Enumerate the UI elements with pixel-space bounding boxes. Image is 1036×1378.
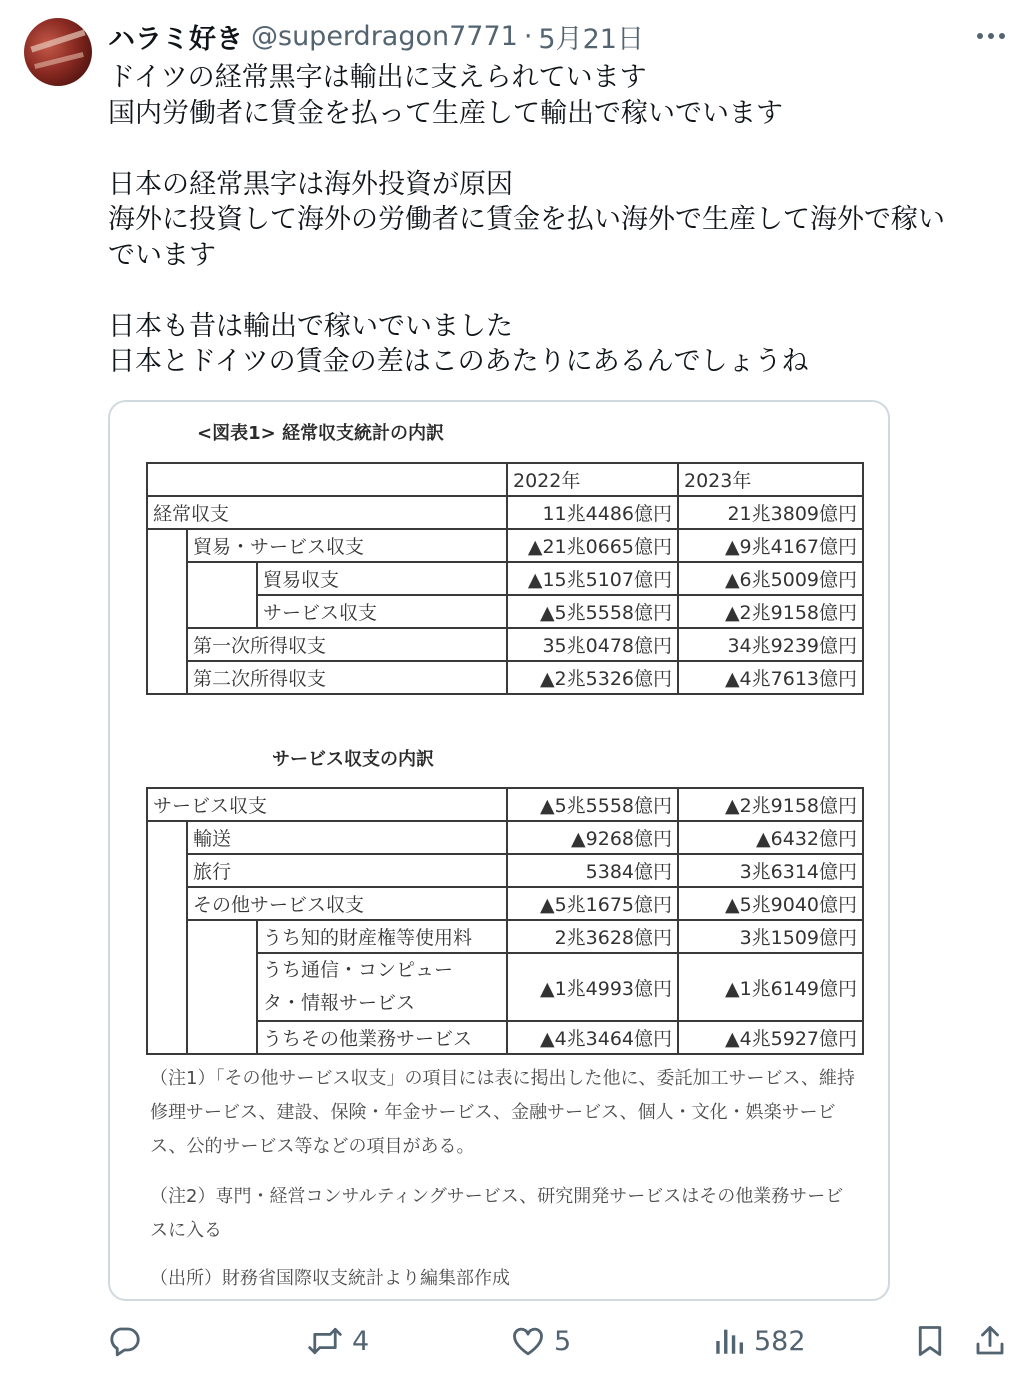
header-2022: 2022年: [507, 463, 678, 496]
value-2023: 21兆3809億円: [678, 496, 863, 529]
views-icon: [712, 1323, 746, 1359]
value-2022: ▲21兆0665億円: [507, 529, 678, 562]
row-label: その他サービス収支: [187, 887, 507, 920]
like-button[interactable]: [510, 1318, 571, 1364]
avatar[interactable]: [24, 18, 92, 86]
document-image: [110, 402, 888, 1299]
value-2022: ▲15兆5107億円: [507, 562, 678, 595]
value-2022: ▲2兆5326億円: [507, 661, 678, 694]
row-label: うち知的財産権等使用料: [257, 920, 507, 953]
table2-title: サービス収支の内訳: [272, 749, 434, 770]
more-icon[interactable]: [966, 20, 1016, 52]
value-2022: ▲9268億円: [507, 821, 678, 854]
retweet-count: 4: [352, 1325, 370, 1357]
row-label-line: タ・情報サービス: [263, 992, 416, 1014]
value-2023: ▲1兆6149億円: [678, 953, 863, 1021]
row-label: 輸送: [187, 821, 507, 854]
value-2023: ▲6432億円: [678, 821, 863, 854]
value-2022: ▲5兆5558億円: [507, 595, 678, 628]
row-label: サービス収支: [147, 788, 507, 821]
table1-title: <図表1> 経常収支統計の内訳: [197, 423, 444, 444]
value-2023: ▲6兆5009億円: [678, 562, 863, 595]
views-button[interactable]: [712, 1318, 806, 1364]
post-line: 海外に投資して海外の労働者に賃金を払い海外で生産して海外で稼い: [108, 204, 945, 235]
value-2022: 35兆0478億円: [507, 628, 678, 661]
view-count: 582: [754, 1325, 806, 1357]
like-count: 5: [554, 1325, 572, 1357]
post-line: 日本とドイツの賃金の差はこのあたりにあるんでしょうね: [108, 346, 809, 377]
retweet-icon: [306, 1323, 344, 1359]
post-line: 日本の経常黒字は海外投資が原因: [108, 168, 513, 200]
row-label: 貿易・サービス収支: [187, 529, 507, 562]
share-button[interactable]: [972, 1318, 1008, 1364]
row-label: うちその他業務サービス: [257, 1021, 507, 1054]
value-2023: ▲2兆9158億円: [678, 595, 863, 628]
action-bar: [0, 1318, 1036, 1364]
value-2023: 34兆9239億円: [678, 628, 863, 661]
value-2022: ▲5兆1675億円: [507, 887, 678, 920]
value-2022: ▲1兆4993億円: [507, 953, 678, 1021]
value-2022: ▲5兆5558億円: [507, 788, 678, 821]
post-line: ドイツの経常黒字は輸出に支えられています: [108, 62, 647, 93]
retweet-button[interactable]: [306, 1318, 369, 1364]
row-label: サービス収支: [257, 595, 507, 628]
value-2023: ▲5兆9040億円: [678, 887, 863, 920]
value-2023: ▲4兆5927億円: [678, 1021, 863, 1054]
value-2022: 11兆4486億円: [507, 496, 678, 529]
post-header: [108, 18, 644, 54]
value-2023: 3兆1509億円: [678, 920, 863, 953]
reply-button[interactable]: [106, 1318, 150, 1364]
post-text: [108, 60, 1023, 380]
value-2022: ▲4兆3464億円: [507, 1021, 678, 1054]
bookmark-icon: [912, 1323, 948, 1359]
value-2022: 2兆3628億円: [507, 920, 678, 953]
post-date[interactable]: 5月21日: [538, 23, 644, 55]
post-line: [108, 131, 1023, 167]
user-handle[interactable]: @superdragon7771: [251, 20, 518, 52]
row-label-line: うち通信・コンピュー: [263, 959, 454, 981]
header-cell-empty: [147, 463, 507, 496]
reply-icon: [106, 1323, 142, 1359]
note-2: （注2）専門・経営コンサルティングサービス、研究開発サービスはその他業務サービスに入る: [150, 1186, 844, 1241]
bookmark-button[interactable]: [912, 1318, 948, 1364]
post-line: 日本も昔は輸出で稼いでいました: [108, 310, 513, 342]
post-line: [108, 273, 1023, 309]
row-label-multiline: [257, 953, 507, 1021]
post-line: でいます: [108, 239, 216, 271]
value-2023: ▲2兆9158億円: [678, 788, 863, 821]
share-icon: [972, 1323, 1008, 1359]
note-1: （注1）「その他サービス収支」の項目には表に掲出した他に、委託加工サービス、維持修理サービス、建設、保険・年金サービス、金融サービス、個人・文化・娯楽サービス、公的サービス等などの項目がある。: [150, 1068, 855, 1157]
row-label: 経常収支: [147, 496, 507, 529]
separator: ·: [523, 20, 533, 52]
row-label: 貿易収支: [257, 562, 507, 595]
value-2023: 3兆6314億円: [678, 854, 863, 887]
heart-icon: [510, 1323, 546, 1359]
post-line: 国内労働者に賃金を払って生産して輸出で稼いでいます: [108, 97, 783, 129]
row-label: 第一次所得収支: [187, 628, 507, 661]
attached-image[interactable]: [108, 400, 890, 1301]
value-2022: 5384億円: [507, 854, 678, 887]
display-name[interactable]: ハラミ好き: [108, 23, 243, 55]
value-2023: ▲9兆4167億円: [678, 529, 863, 562]
current-account-table: [146, 462, 864, 695]
row-label: 旅行: [187, 854, 507, 887]
value-2023: ▲4兆7613億円: [678, 661, 863, 694]
header-2023: 2023年: [678, 463, 863, 496]
services-table: [146, 787, 864, 1055]
row-label: 第二次所得収支: [187, 661, 507, 694]
source-note: （出所）財務省国際収支統計より編集部作成: [150, 1268, 510, 1289]
